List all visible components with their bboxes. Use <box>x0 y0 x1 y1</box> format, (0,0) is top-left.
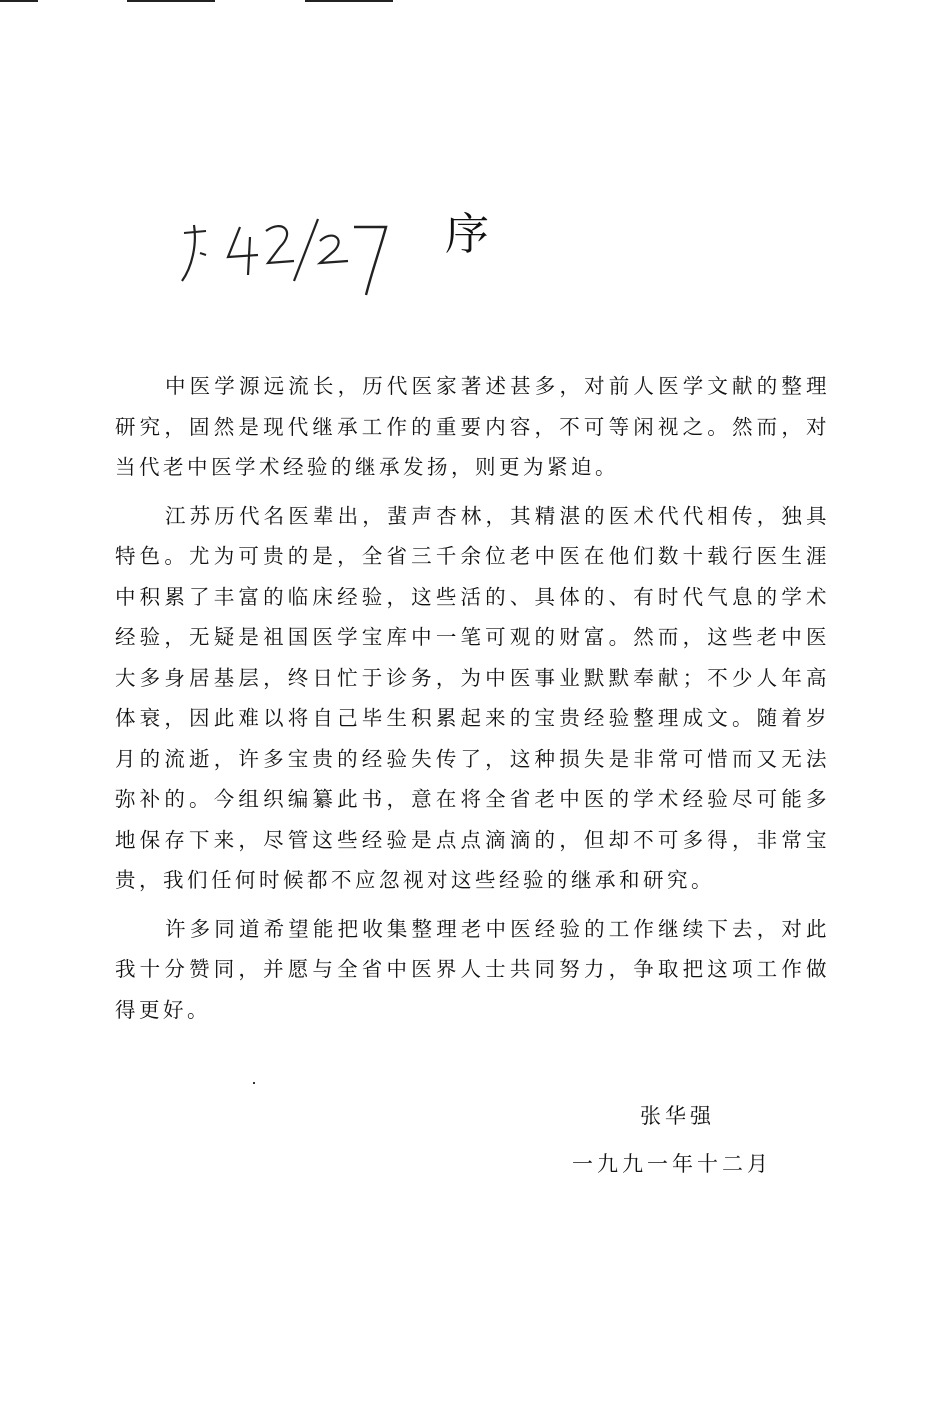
author-signature: 张华强 <box>640 1104 715 1128</box>
stray-mark <box>253 1082 255 1084</box>
top-rule-1 <box>0 0 38 2</box>
paragraph-1: 中医学源远流长，历代医家著述甚多，对前人医学文献的整理研究，固然是现代继承工作的重要内容，不可等闲视之。然而，对当代老中医学术经验的继承发扬，则更为紧迫。 <box>115 374 830 479</box>
preface-date: 一九九一年十二月 <box>572 1152 772 1176</box>
page-title: 序 <box>445 209 489 260</box>
top-rule-2 <box>127 0 215 2</box>
paragraph-3: 许多同道希望能把收集整理老中医经验的工作继续下去，对此我十分赞同，并愿与全省中医界人士共同努力，争取把这项工作做得更好。 <box>115 916 830 1022</box>
paragraph-2: 江苏历代名医辈出，蜚声杏林，其精湛的医术代代相传，独具特色。尤为可贵的是，全省三千余位老中医在他们数十载行医生涯中积累了丰富的临床经验，这些活的、具体的、有时代气息的学术经验，无疑是祖国医学宝库中一笔可观的财富。然而，这些老中医大多身居基层，终日忙于诊务，为中医事业默默奉献；不少人年高体衰，因此难以将自己毕生积累起来的宝贵经验整理成文。随着岁月的流逝，许多宝贵的经验失传了，这种损失是非常可惜而又无法弥补的。今组织编纂此书，意在将全省老中医的学术经验尽可能多地保存下来，尽管这些经验是点点滴滴的，但却不可多得，非常宝贵，我们任何时候都不应忽视对这些经验的继承和研究。 <box>115 503 830 892</box>
preface-body <box>115 366 830 1038</box>
top-rule-3 <box>305 0 393 2</box>
handwritten-note <box>170 205 410 305</box>
